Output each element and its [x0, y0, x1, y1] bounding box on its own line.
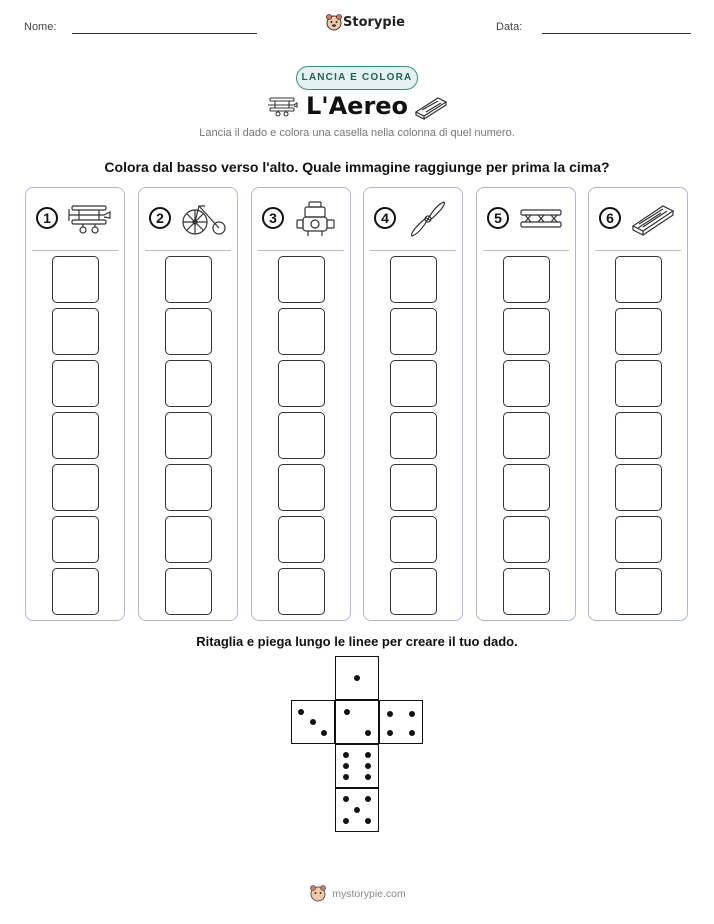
coloring-box[interactable]: [278, 464, 325, 511]
coloring-box[interactable]: [52, 412, 99, 459]
coloring-box[interactable]: [615, 464, 662, 511]
die-face-2: [335, 700, 379, 744]
die-face-1: [335, 656, 379, 700]
coloring-box[interactable]: [52, 464, 99, 511]
coloring-box[interactable]: [278, 360, 325, 407]
coloring-box[interactable]: [278, 568, 325, 615]
name-label: Nome:: [24, 21, 57, 33]
column-number: 2: [149, 207, 171, 229]
coloring-box[interactable]: [615, 412, 662, 459]
footer-url[interactable]: mystorypie.com: [332, 888, 406, 900]
storypie-logo-icon: [325, 13, 343, 31]
coloring-box[interactable]: [165, 360, 212, 407]
date-label: Data:: [496, 21, 523, 33]
coloring-box[interactable]: [278, 412, 325, 459]
coloring-box[interactable]: [503, 412, 550, 459]
column-4: [363, 187, 463, 621]
coloring-box[interactable]: [615, 568, 662, 615]
coloring-box[interactable]: [503, 464, 550, 511]
coloring-box[interactable]: [165, 256, 212, 303]
coloring-box[interactable]: [165, 464, 212, 511]
coloring-box[interactable]: [165, 568, 212, 615]
column-number: 6: [599, 207, 621, 229]
coloring-box[interactable]: [503, 256, 550, 303]
coloring-box[interactable]: [503, 360, 550, 407]
wood-plank-icon: [414, 94, 448, 120]
column-3: [251, 187, 351, 621]
column-number: 1: [36, 207, 58, 229]
coloring-box[interactable]: [503, 308, 550, 355]
die-face-3: [291, 700, 335, 744]
die-face-5: [335, 788, 379, 832]
coloring-box[interactable]: [52, 308, 99, 355]
coloring-box[interactable]: [390, 516, 437, 563]
column-number: 3: [262, 207, 284, 229]
instruction: Colora dal basso verso l'alto. Quale immagine raggiunge per prima la cima?: [104, 159, 610, 175]
coloring-box[interactable]: [390, 256, 437, 303]
coloring-box[interactable]: [390, 308, 437, 355]
coloring-box[interactable]: [503, 568, 550, 615]
coloring-box[interactable]: [278, 308, 325, 355]
name-line[interactable]: [72, 33, 257, 34]
wood-plank-icon: [629, 200, 677, 238]
brand-name: Storypie: [343, 15, 405, 30]
bicycle-icon: [179, 200, 227, 238]
page-title: L'Aereo: [305, 92, 409, 120]
coloring-box[interactable]: [52, 516, 99, 563]
subtitle: Lancia il dado e colora una casella nella colonna di quel numero.: [199, 127, 515, 139]
wing-icon: [517, 200, 565, 238]
coloring-box[interactable]: [390, 568, 437, 615]
coloring-box[interactable]: [52, 256, 99, 303]
coloring-box[interactable]: [615, 360, 662, 407]
column-number: 5: [487, 207, 509, 229]
column-5: [476, 187, 576, 621]
coloring-box[interactable]: [390, 412, 437, 459]
coloring-box[interactable]: [165, 308, 212, 355]
column-2: [138, 187, 238, 621]
activity-badge: LANCIA E COLORA: [296, 66, 418, 90]
biplane-icon: [266, 96, 298, 118]
coloring-box[interactable]: [615, 516, 662, 563]
engine-icon: [292, 200, 340, 238]
coloring-box[interactable]: [390, 360, 437, 407]
cut-instruction: Ritaglia e piega lungo le linee per creare il tuo dado.: [196, 634, 518, 649]
column-1: [25, 187, 125, 621]
die-face-4: [379, 700, 423, 744]
coloring-box[interactable]: [165, 516, 212, 563]
coloring-box[interactable]: [615, 256, 662, 303]
coloring-box[interactable]: [503, 516, 550, 563]
coloring-box[interactable]: [52, 568, 99, 615]
column-number: 4: [374, 207, 396, 229]
coloring-box[interactable]: [278, 256, 325, 303]
coloring-box[interactable]: [278, 516, 325, 563]
coloring-box[interactable]: [52, 360, 99, 407]
column-6: [588, 187, 688, 621]
propeller-icon: [404, 200, 452, 238]
biplane-icon: [66, 200, 114, 238]
coloring-box[interactable]: [165, 412, 212, 459]
date-line[interactable]: [542, 33, 691, 34]
coloring-box[interactable]: [390, 464, 437, 511]
coloring-box[interactable]: [615, 308, 662, 355]
die-face-6: [335, 744, 379, 788]
